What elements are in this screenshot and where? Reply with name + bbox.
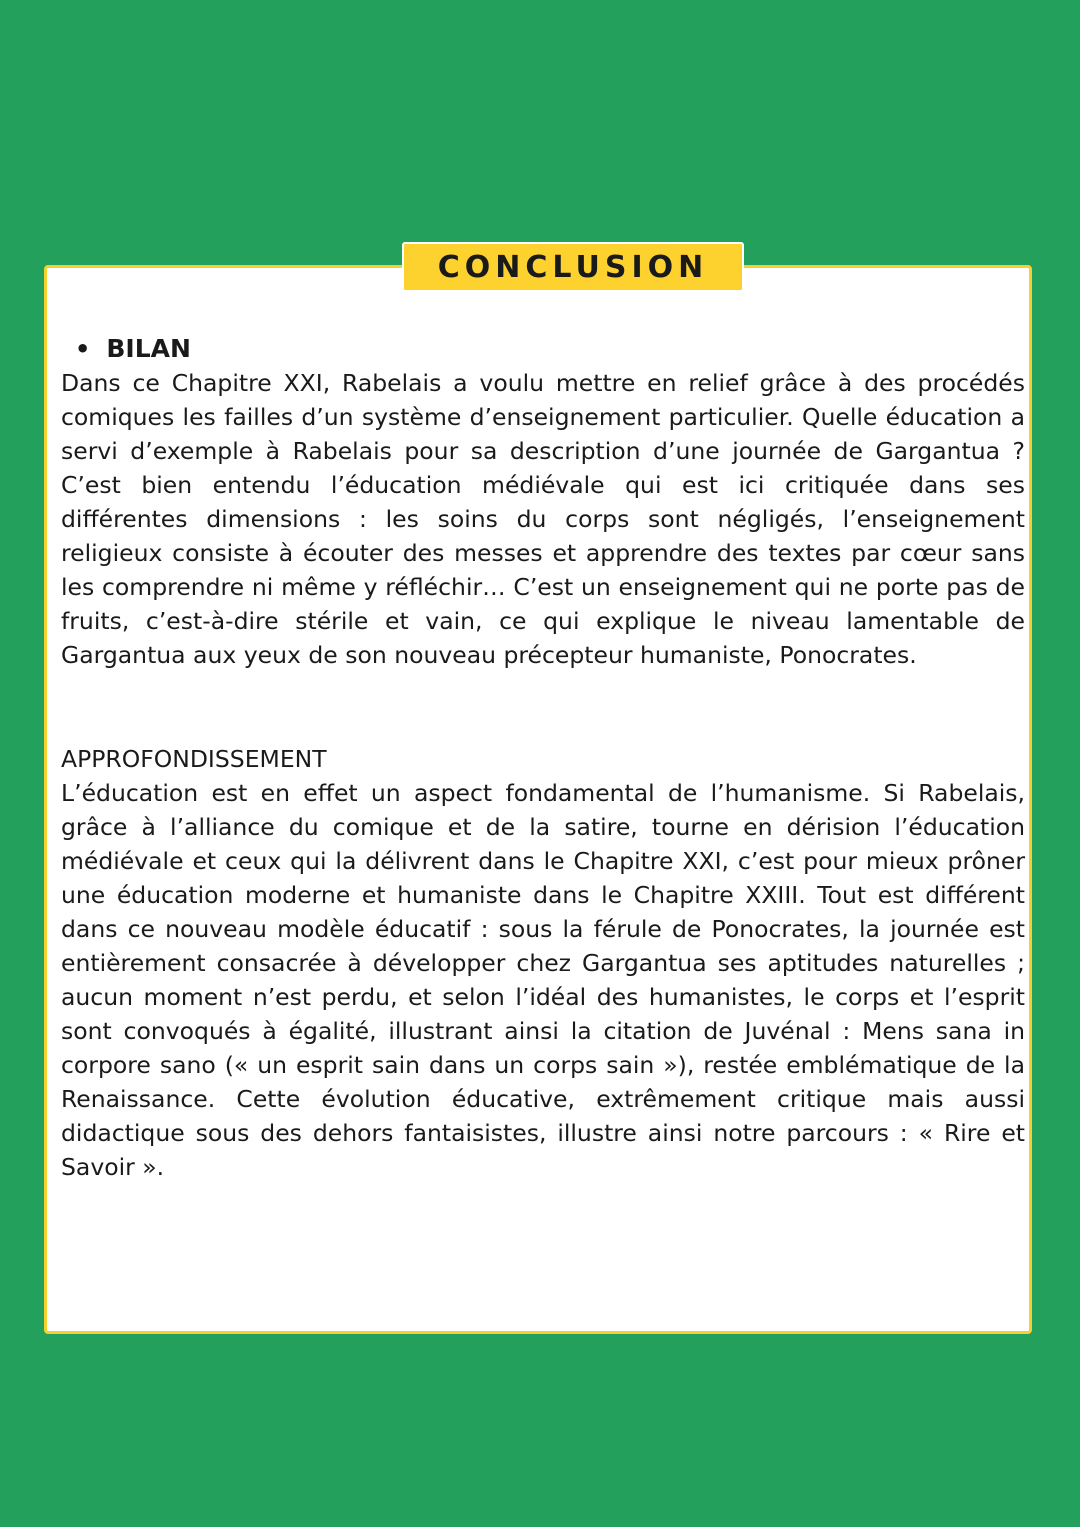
conclusion-title-tab — [402, 242, 744, 292]
approfondissement-heading: APPROFONDISSEMENT — [61, 745, 327, 773]
page-title: CONCLUSION — [437, 249, 709, 285]
approfondissement-paragraph: L’éducation est en effet un aspect fondamental de l’humanisme. Si Rabelais, grâce à l’alliance du comique et de la satire, tourne en dérision l’éducation médiévale et ceux qui la délivrent dans le Chapitre XXI, c’est pour mieux prôner une éducation moderne et humaniste dans le Chapitre XXIII. Tout est différent dans ce nouveau modèle éducatif : sous la férule de Ponocrates, la journée est entièrement consacrée à développer chez Gargantua ses aptitudes naturelles ; aucun moment n’est perdu, et selon l’idéal des humanistes, le corps et l’esprit sont convoqués à égalité, illustrant ainsi la citation de Juvénal : Mens sana in corpore sano (« un esprit sain dans un corps sain »), restée emblématique de la Renaissance. Cette évolution éducative, extrêmement critique mais aussi didactique sous des dehors fantaisistes, illustre ainsi notre parcours : « Rire et Savoir ». — [61, 779, 1025, 1181]
card-content — [61, 332, 1025, 1184]
bilan-heading — [61, 332, 1025, 366]
bullet-icon: • — [75, 335, 91, 363]
conclusion-card — [44, 265, 1032, 1334]
bilan-paragraph: Dans ce Chapitre XXI, Rabelais a voulu mettre en relief grâce à des procédés comiques les failles d’un système d’enseignement particulier. Quelle éducation a servi d’exemple à Rabelais pour sa description d’une journée de Gargantua ? C’est bien entendu l’éducation médiévale qui est ici critiquée dans ses différentes dimensions : les soins du corps sont négligés, l’enseignement religieux consiste à écouter des messes et apprendre des textes par cœur sans les comprendre ni même y réfléchir… C’est un enseignement qui ne porte pas de fruits, c’est-à-dire stérile et vain, ce qui explique le niveau lamentable de Gargantua aux yeux de son nouveau précepteur humaniste, Ponocrates. — [61, 369, 1025, 669]
bilan-heading-label: BILAN — [106, 334, 191, 363]
